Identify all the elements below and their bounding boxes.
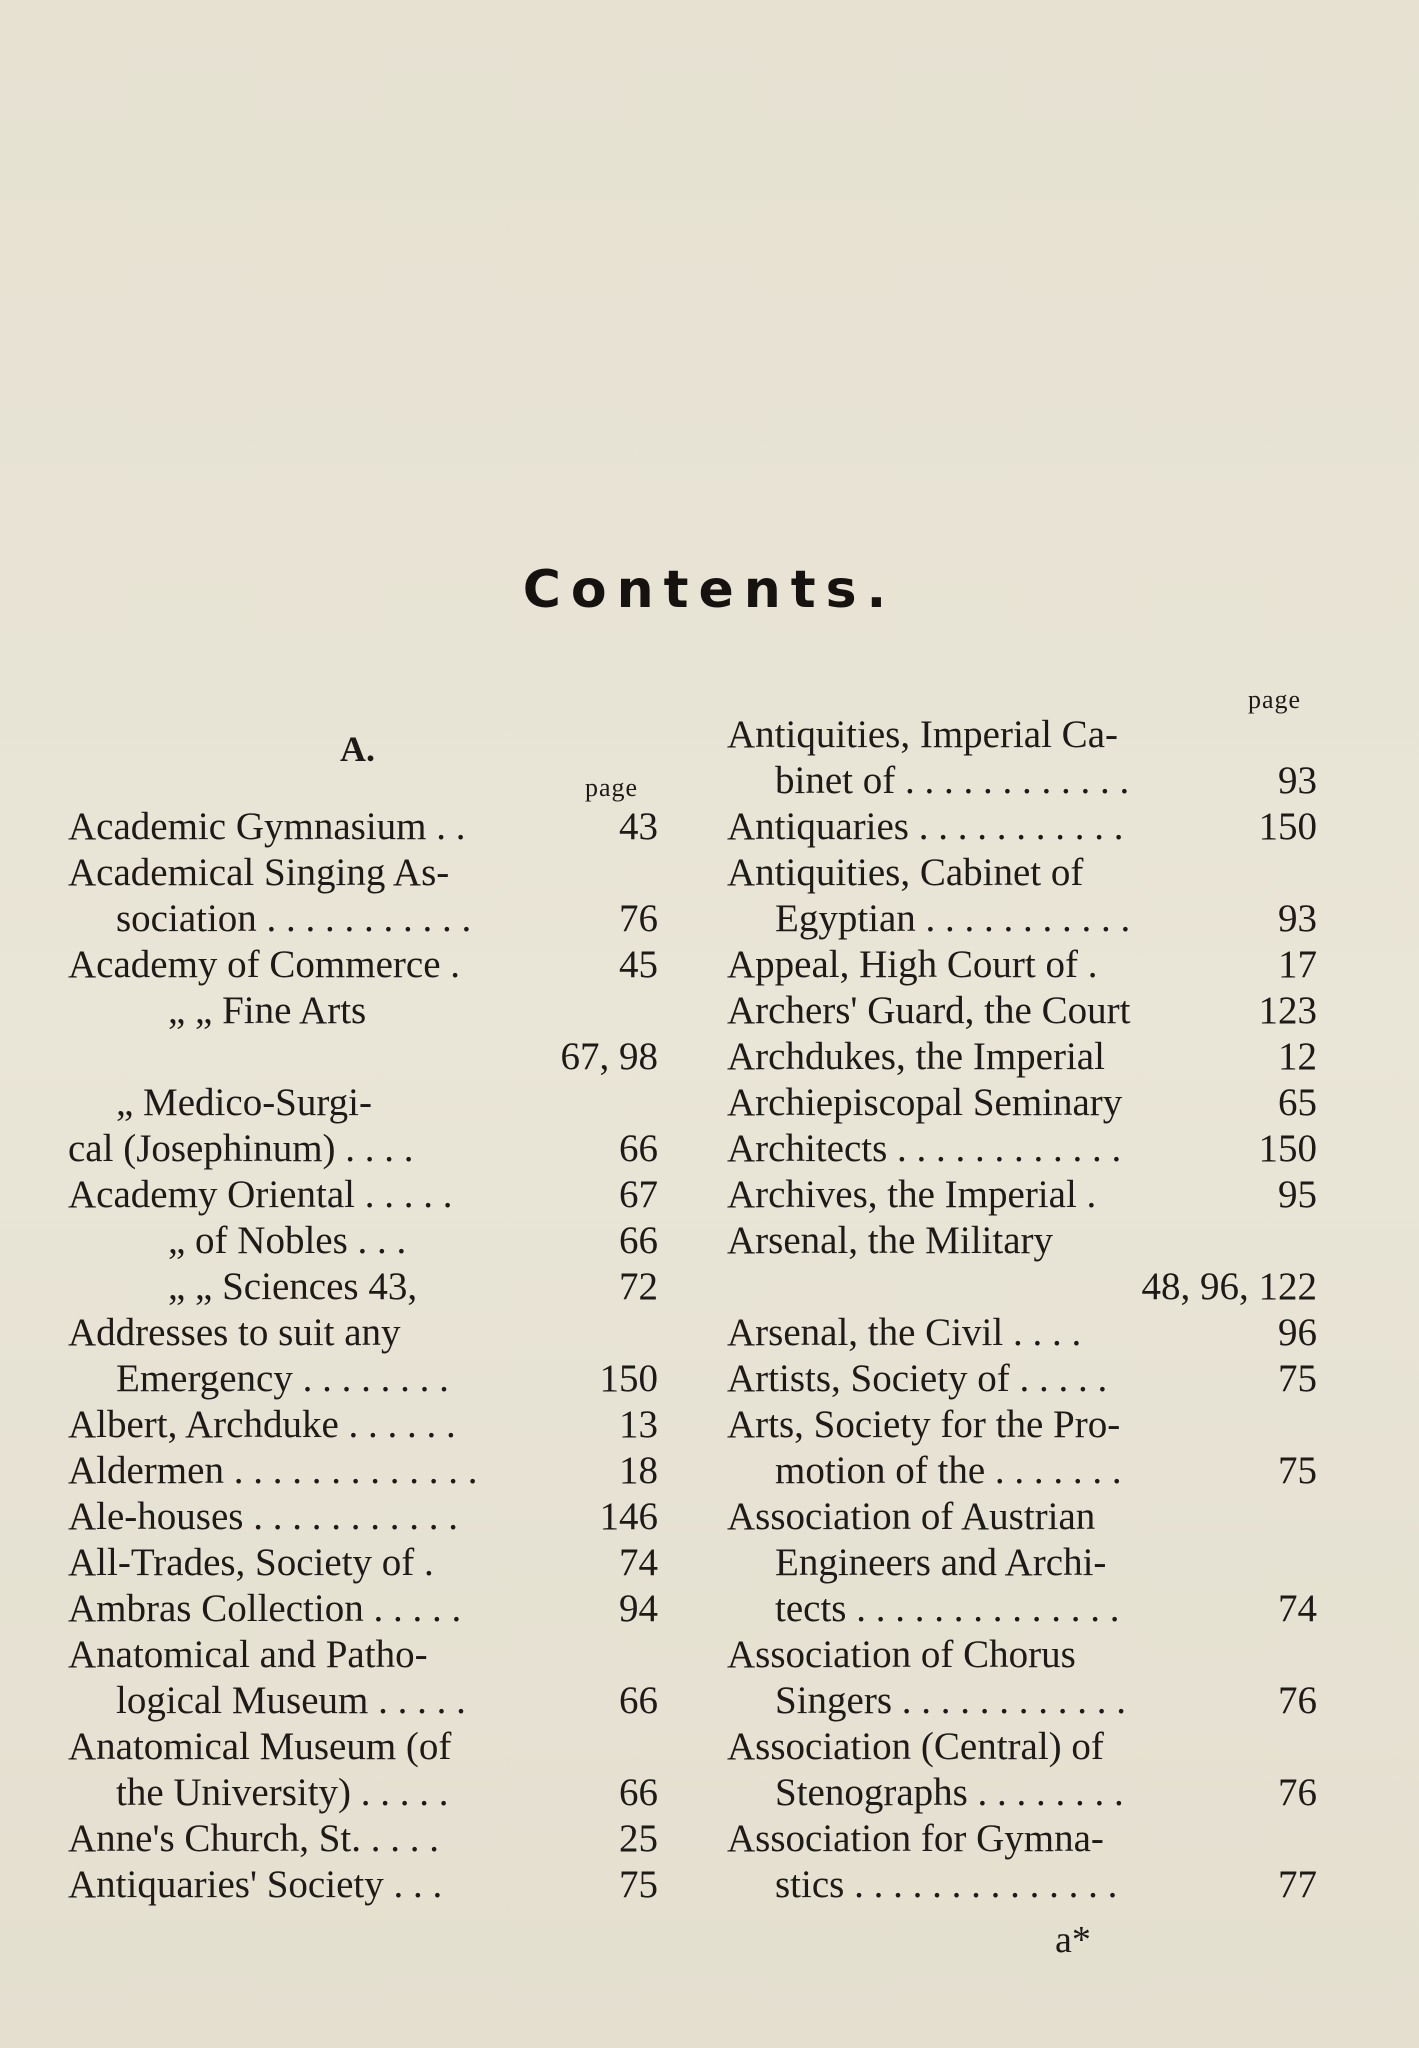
entry-page-number: 67 (619, 1173, 658, 1216)
index-entry (68, 1540, 658, 1586)
entry-text: „ Medico-Surgi- (116, 1081, 372, 1124)
entry-page-number: 74 (619, 1541, 658, 1584)
index-entry (727, 1356, 1317, 1402)
index-entry (727, 942, 1317, 988)
index-entry (727, 1816, 1317, 1862)
entry-page-number: 25 (619, 1817, 658, 1860)
entry-page-number: 67, 98 (560, 1035, 658, 1078)
entry-text: Antiquities, Cabinet of (727, 851, 1084, 894)
index-entry (68, 988, 658, 1034)
entry-text: Anatomical and Patho- (68, 1633, 428, 1676)
entry-text: Archiepiscopal Seminary (727, 1081, 1123, 1124)
index-entry (727, 1126, 1317, 1172)
index-entry (727, 1770, 1317, 1816)
entry-page-number: 94 (619, 1587, 658, 1630)
entry-text: Antiquaries' Society . . . (68, 1863, 443, 1906)
entry-text: Archers' Guard, the Court (727, 989, 1131, 1032)
index-entry (68, 1402, 658, 1448)
entry-text: tects . . . . . . . . . . . . . . (775, 1587, 1120, 1630)
index-entry (727, 1586, 1317, 1632)
entry-text: Antiquities, Imperial Ca- (727, 713, 1118, 756)
entry-text: Arsenal, the Military (727, 1219, 1053, 1262)
entry-page-number: 48, 96, 122 (1141, 1265, 1317, 1308)
index-entry (68, 1126, 658, 1172)
entry-text: „ „ Fine Arts (168, 989, 367, 1032)
entry-page-number: 93 (1278, 759, 1317, 802)
entry-text: Albert, Archduke . . . . . . (68, 1403, 456, 1446)
page-title: Contents. (522, 560, 897, 620)
index-entry (727, 1448, 1317, 1494)
index-entry (727, 850, 1317, 896)
entry-text: Ale-houses . . . . . . . . . . . (68, 1495, 458, 1538)
entry-page-number: 75 (1278, 1449, 1317, 1492)
entry-text: Association of Chorus (727, 1633, 1076, 1676)
entry-text: Association (Central) of (727, 1725, 1104, 1768)
entry-text: Aldermen . . . . . . . . . . . . . (68, 1449, 478, 1492)
entry-text: Engineers and Archi- (775, 1541, 1107, 1584)
index-entry (727, 896, 1317, 942)
entry-text: cal (Josephinum) . . . . (68, 1127, 414, 1170)
entry-page-number: 17 (1278, 943, 1317, 986)
index-entry (68, 850, 658, 896)
entry-text: Architects . . . . . . . . . . . . (727, 1127, 1122, 1170)
signature-mark: a* (1055, 1919, 1091, 1961)
index-entry (727, 1632, 1317, 1678)
index-entry (68, 1724, 658, 1770)
entry-page-number: 76 (1278, 1679, 1317, 1722)
entry-text: stics . . . . . . . . . . . . . . (775, 1863, 1118, 1906)
index-entry (68, 1448, 658, 1494)
entry-page-number: 77 (1278, 1863, 1317, 1906)
entry-page-number: 150 (1258, 805, 1317, 848)
entry-page-number: 95 (1278, 1173, 1317, 1216)
index-entry (727, 1080, 1317, 1126)
entry-text: All-Trades, Society of . (68, 1541, 434, 1584)
entry-page-number: 75 (1278, 1357, 1317, 1400)
index-entry (727, 988, 1317, 1034)
entry-text: Addresses to suit any (68, 1311, 401, 1354)
index-entry (727, 1494, 1317, 1540)
index-entry (68, 1172, 658, 1218)
entry-page-number: 76 (619, 897, 658, 940)
entry-page-number: 13 (619, 1403, 658, 1446)
entry-page-number: 43 (619, 805, 658, 848)
entry-text: Egyptian . . . . . . . . . . . (775, 897, 1131, 940)
index-entry (727, 712, 1317, 758)
entry-text: Ambras Collection . . . . . (68, 1587, 462, 1630)
entry-text: logical Museum . . . . . (116, 1679, 466, 1722)
index-entry (68, 1494, 658, 1540)
entry-page-number: 66 (619, 1771, 658, 1814)
entry-page-number: 45 (619, 943, 658, 986)
index-entry (727, 1678, 1317, 1724)
entry-text: Association of Austrian (727, 1495, 1096, 1538)
entry-text: binet of . . . . . . . . . . . . (775, 759, 1130, 802)
entry-page-number: 12 (1278, 1035, 1317, 1078)
index-entry (727, 1034, 1317, 1080)
entry-text: Archives, the Imperial . (727, 1173, 1097, 1216)
index-entry (727, 1218, 1317, 1264)
page-column-header: page (1248, 685, 1302, 714)
entry-text: Academy of Commerce . (68, 943, 461, 986)
index-entry (727, 1402, 1317, 1448)
entry-page-number: 76 (1278, 1771, 1317, 1814)
page-column-header: page (585, 773, 639, 802)
entry-page-number: 123 (1258, 989, 1317, 1032)
entry-text: Arts, Society for the Pro- (727, 1403, 1121, 1446)
index-entry (68, 1586, 658, 1632)
entry-text: the University) . . . . . (116, 1771, 449, 1814)
index-entry (68, 1632, 658, 1678)
entry-text: Academy Oriental . . . . . (68, 1173, 453, 1216)
entry-page-number: 150 (599, 1357, 658, 1400)
entry-text: Anne's Church, St. . . . . (68, 1817, 440, 1860)
index-entry (68, 1356, 658, 1402)
index-entry (727, 758, 1317, 804)
entry-text: „ of Nobles . . . (168, 1219, 407, 1262)
entry-page-number: 65 (1278, 1081, 1317, 1124)
entry-text: Arsenal, the Civil . . . . (727, 1311, 1082, 1354)
entry-text: Anatomical Museum (of (68, 1725, 452, 1768)
entry-page-number: 66 (619, 1679, 658, 1722)
index-entry (68, 1770, 658, 1816)
entry-text: Archdukes, the Imperial (727, 1035, 1105, 1078)
index-entry (68, 1816, 658, 1862)
index-entry (727, 1724, 1317, 1770)
index-entry (68, 1310, 658, 1356)
index-entry (727, 1862, 1317, 1908)
index-entry (727, 1264, 1317, 1310)
entry-text: Singers . . . . . . . . . . . . (775, 1679, 1126, 1722)
entry-text: „ „ Sciences 43, (168, 1265, 418, 1308)
entry-text: Stenographs . . . . . . . . (775, 1771, 1124, 1814)
index-entry (727, 804, 1317, 850)
index-entry (68, 1080, 658, 1126)
entry-page-number: 72 (619, 1265, 658, 1308)
entry-text: Emergency . . . . . . . . (116, 1357, 449, 1400)
index-entry (727, 1540, 1317, 1586)
index-entry (68, 942, 658, 988)
index-entry (68, 1034, 658, 1080)
entry-text: Academic Gymnasium . . (68, 805, 466, 848)
entry-text: sociation . . . . . . . . . . . (116, 897, 472, 940)
entry-page-number: 150 (1258, 1127, 1317, 1170)
index-entry (68, 896, 658, 942)
index-entry (68, 1264, 658, 1310)
entry-text: Antiquaries . . . . . . . . . . . (727, 805, 1124, 848)
section-letter: A. (340, 729, 375, 769)
entry-page-number: 66 (619, 1219, 658, 1262)
entry-page-number: 93 (1278, 897, 1317, 940)
entry-text: Appeal, High Court of . (727, 943, 1098, 986)
entry-text: Association for Gymna- (727, 1817, 1104, 1860)
index-entry (68, 1678, 658, 1724)
index-entry (68, 804, 658, 850)
entry-page-number: 74 (1278, 1587, 1317, 1630)
entry-text: motion of the . . . . . . . (775, 1449, 1122, 1492)
entry-page-number: 75 (619, 1863, 658, 1906)
index-entry (68, 1218, 658, 1264)
entry-text: Academical Singing As- (68, 851, 450, 894)
entry-page-number: 96 (1278, 1311, 1317, 1354)
index-entry (727, 1310, 1317, 1356)
entry-page-number: 18 (619, 1449, 658, 1492)
entry-text: Artists, Society of . . . . . (727, 1357, 1108, 1400)
index-entry (727, 1172, 1317, 1218)
index-entry (68, 1862, 658, 1908)
entry-page-number: 66 (619, 1127, 658, 1170)
entry-page-number: 146 (599, 1495, 658, 1538)
